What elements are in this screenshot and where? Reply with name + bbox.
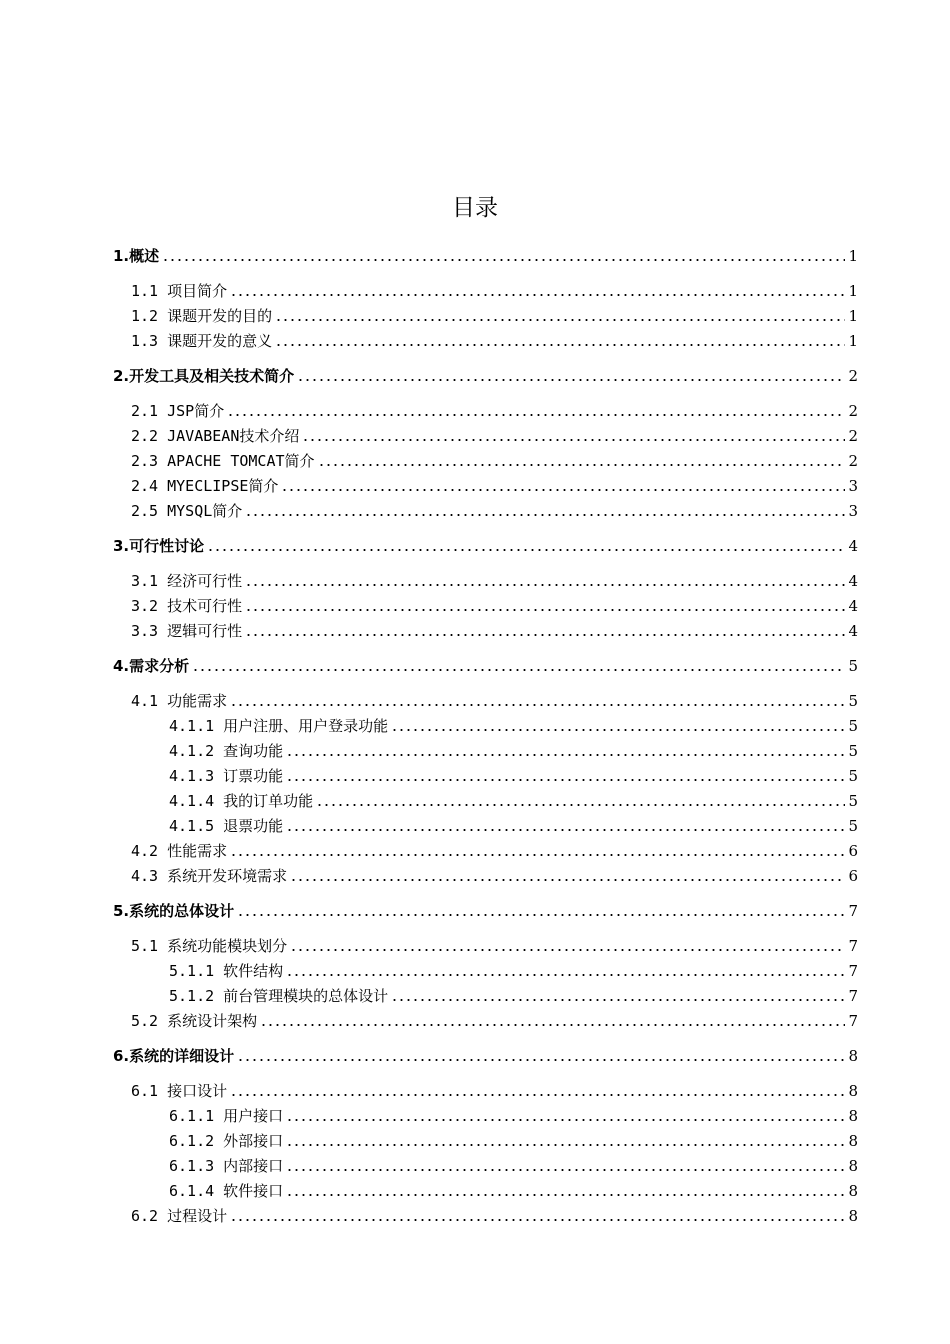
- toc-entry-line: [131, 688, 858, 713]
- toc-entry-level-2[interactable]: [0, 593, 950, 618]
- toc-entry-level-2[interactable]: [0, 933, 950, 958]
- dot-leader: [286, 829, 845, 831]
- toc-entry-line: [169, 958, 858, 983]
- dot-leader: [290, 949, 845, 951]
- toc-entry-line: [131, 1008, 858, 1033]
- dot-leader: [192, 669, 845, 671]
- toc-page-number: 7: [848, 1011, 858, 1030]
- toc-page-number: 2: [848, 366, 858, 385]
- dot-leader: [230, 1219, 845, 1221]
- toc-entry-level-3[interactable]: [0, 958, 950, 983]
- dot-leader: [237, 914, 845, 916]
- dot-leader: [297, 379, 845, 381]
- toc-entry-label: 3.1 经济可行性: [131, 572, 243, 590]
- toc-entry-level-3[interactable]: [0, 1178, 950, 1203]
- toc-page-number: 4: [848, 571, 858, 590]
- toc-entry-line: [113, 533, 858, 558]
- toc-entry-level-1[interactable]: [0, 898, 950, 923]
- toc-page-number: 1: [848, 306, 858, 325]
- toc-entry-label: 4.1.1 用户注册、用户登录功能: [169, 717, 389, 735]
- toc-entry-level-2[interactable]: [0, 278, 950, 303]
- toc-entry-line: [131, 398, 858, 423]
- toc-page-number: 8: [848, 1206, 858, 1225]
- toc-entry-level-2[interactable]: [0, 688, 950, 713]
- toc-entry-label: 5.1.2 前台管理模块的总体设计: [169, 987, 389, 1005]
- toc-page-number: 1: [848, 246, 858, 265]
- toc-entry-line: [131, 1078, 858, 1103]
- toc-entry-line: [169, 1178, 858, 1203]
- dot-leader: [316, 804, 845, 806]
- toc-page-number: 2: [848, 426, 858, 445]
- toc-page-number: 1: [848, 331, 858, 350]
- toc-entry-label: 6.1.1 用户接口: [169, 1107, 284, 1125]
- toc-entry-line: [131, 568, 858, 593]
- toc-page-number: 2: [848, 451, 858, 470]
- toc-entry-label: 4.2 性能需求: [131, 842, 228, 860]
- toc-entry-label: 4.1.4 我的订单功能: [169, 792, 314, 810]
- toc-entry-line: [131, 838, 858, 863]
- toc-page-number: 6: [848, 866, 858, 885]
- toc-entry-label: 4.1.5 退票功能: [169, 817, 284, 835]
- toc-entry-line: [113, 363, 858, 388]
- toc-entry-line: [131, 933, 858, 958]
- toc-entry-label: 4.1.3 订票功能: [169, 767, 284, 785]
- dot-leader: [230, 854, 845, 856]
- toc-page-number: 8: [848, 1046, 858, 1065]
- toc-entry-level-3[interactable]: [0, 1153, 950, 1178]
- toc-entry-label: 6.系统的详细设计: [113, 1047, 235, 1065]
- toc-entry-level-2[interactable]: [0, 448, 950, 473]
- toc-entry-label: 4.需求分析: [113, 657, 190, 675]
- toc-entry-label: 4.3 系统开发环境需求: [131, 867, 288, 885]
- dot-leader: [245, 609, 845, 611]
- toc-entry-label: 4.1.2 查询功能: [169, 742, 284, 760]
- toc-entry-label: 6.1.3 内部接口: [169, 1157, 284, 1175]
- toc-entry-label: 2.2 JAVABEAN技术介绍: [131, 427, 300, 445]
- toc-entry-level-2[interactable]: [0, 568, 950, 593]
- toc-page-number: 4: [848, 536, 858, 555]
- dot-leader: [245, 514, 845, 516]
- toc-entry-label: 5.系统的总体设计: [113, 902, 235, 920]
- dot-leader: [245, 634, 845, 636]
- toc-entry-level-1[interactable]: [0, 363, 950, 388]
- toc-entry-line: [131, 473, 858, 498]
- toc-entry-label: 3.可行性讨论: [113, 537, 205, 555]
- toc-entry-level-3[interactable]: [0, 738, 950, 763]
- toc-entry-level-3[interactable]: [0, 713, 950, 738]
- toc-entry-level-3[interactable]: [0, 1128, 950, 1153]
- toc-entry-label: 6.1.4 软件接口: [169, 1182, 284, 1200]
- toc-entry-line: [169, 788, 858, 813]
- toc-entry-label: 2.4 MYECLIPSE简介: [131, 477, 279, 495]
- toc-entry-line: [131, 863, 858, 888]
- toc-entry-label: 5.1 系统功能模块划分: [131, 937, 288, 955]
- toc-entry-label: 2.1 JSP简介: [131, 402, 225, 420]
- toc-entry-line: [169, 1128, 858, 1153]
- toc-entry-level-1[interactable]: [0, 243, 950, 268]
- toc-entry-line: [169, 713, 858, 738]
- toc-entry-line: [169, 813, 858, 838]
- toc-entry-level-2[interactable]: [0, 1078, 950, 1103]
- dot-leader: [230, 294, 845, 296]
- toc-page-number: 5: [848, 766, 858, 785]
- dot-leader: [260, 1024, 845, 1026]
- toc-entry-label: 2.5 MYSQL简介: [131, 502, 243, 520]
- toc-page-number: 7: [848, 986, 858, 1005]
- dot-leader: [302, 439, 845, 441]
- dot-leader: [286, 1194, 845, 1196]
- dot-leader: [290, 879, 845, 881]
- toc-entry-line: [131, 328, 858, 353]
- toc-page-number: 7: [848, 936, 858, 955]
- toc-entry-level-3[interactable]: [0, 788, 950, 813]
- toc-page-number: 8: [848, 1156, 858, 1175]
- dot-leader: [230, 704, 845, 706]
- toc-entry-level-2[interactable]: [0, 423, 950, 448]
- dot-leader: [230, 1094, 845, 1096]
- dot-leader: [162, 259, 845, 261]
- toc-entry-line: [131, 303, 858, 328]
- toc-entry-label: 6.1 接口设计: [131, 1082, 228, 1100]
- toc-entry-line: [131, 1203, 858, 1228]
- dot-leader: [286, 754, 845, 756]
- toc-entry-line: [131, 448, 858, 473]
- page-title: 目录: [452, 195, 498, 221]
- toc-page-number: 8: [848, 1131, 858, 1150]
- dot-leader: [275, 344, 845, 346]
- toc-entry-label: 6.1.2 外部接口: [169, 1132, 284, 1150]
- toc-entry-line: [113, 898, 858, 923]
- toc-entry-label: 5.2 系统设计架构: [131, 1012, 258, 1030]
- toc-page-number: 1: [848, 281, 858, 300]
- toc-page-number: 5: [848, 656, 858, 675]
- toc-entry-label: 2.开发工具及相关技术简介: [113, 367, 295, 385]
- toc-entry-level-2[interactable]: [0, 473, 950, 498]
- toc-entry-label: 6.2 过程设计: [131, 1207, 228, 1225]
- toc-entry-level-2[interactable]: [0, 618, 950, 643]
- dot-leader: [391, 729, 845, 731]
- toc-entry-level-2[interactable]: [0, 863, 950, 888]
- toc-entry-label: 4.1 功能需求: [131, 692, 228, 710]
- toc-page-number: 5: [848, 791, 858, 810]
- toc-entry-line: [131, 278, 858, 303]
- dot-leader: [286, 779, 845, 781]
- toc-entry-level-2[interactable]: [0, 838, 950, 863]
- dot-leader: [318, 464, 846, 466]
- toc-entry-level-2[interactable]: [0, 328, 950, 353]
- toc-page-number: 2: [848, 401, 858, 420]
- table-of-contents: [0, 243, 950, 1228]
- toc-entry-line: [169, 763, 858, 788]
- dot-leader: [286, 974, 845, 976]
- toc-entry-line: [131, 593, 858, 618]
- toc-entry-level-3[interactable]: [0, 763, 950, 788]
- toc-entry-level-3[interactable]: [0, 983, 950, 1008]
- toc-page-number: 8: [848, 1181, 858, 1200]
- dot-leader: [281, 489, 845, 491]
- toc-page-number: 8: [848, 1106, 858, 1125]
- toc-entry-level-1[interactable]: [0, 653, 950, 678]
- dot-leader: [207, 549, 845, 551]
- dot-leader: [275, 319, 845, 321]
- dot-leader: [227, 414, 845, 416]
- toc-entry-level-1[interactable]: [0, 533, 950, 558]
- toc-entry-line: [113, 1043, 858, 1068]
- toc-page-number: 3: [848, 501, 858, 520]
- toc-entry-label: 1.概述: [113, 247, 160, 265]
- toc-entry-label: 1.2 课题开发的目的: [131, 307, 273, 325]
- dot-leader: [286, 1119, 845, 1121]
- dot-leader: [237, 1059, 845, 1061]
- toc-entry-label: 3.3 逻辑可行性: [131, 622, 243, 640]
- toc-entry-level-3[interactable]: [0, 1103, 950, 1128]
- toc-entry-level-2[interactable]: [0, 1008, 950, 1033]
- toc-page-number: 8: [848, 1081, 858, 1100]
- dot-leader: [286, 1169, 845, 1171]
- toc-entry-line: [169, 1153, 858, 1178]
- toc-entry-line: [113, 243, 858, 268]
- toc-page-number: 5: [848, 716, 858, 735]
- toc-entry-level-2[interactable]: [0, 498, 950, 523]
- toc-page-number: 7: [848, 901, 858, 920]
- toc-entry-level-2[interactable]: [0, 1203, 950, 1228]
- toc-entry-level-2[interactable]: [0, 303, 950, 328]
- toc-page-number: 7: [848, 961, 858, 980]
- toc-page-number: 4: [848, 621, 858, 640]
- toc-page-number: 3: [848, 476, 858, 495]
- toc-entry-line: [169, 738, 858, 763]
- toc-entry-label: 3.2 技术可行性: [131, 597, 243, 615]
- dot-leader: [245, 584, 845, 586]
- toc-entry-label: 5.1.1 软件结构: [169, 962, 284, 980]
- toc-entry-level-3[interactable]: [0, 813, 950, 838]
- dot-leader: [391, 999, 845, 1001]
- dot-leader: [286, 1144, 845, 1146]
- toc-entry-line: [113, 653, 858, 678]
- toc-entry-label: 1.3 课题开发的意义: [131, 332, 273, 350]
- toc-page-number: 4: [848, 596, 858, 615]
- toc-entry-line: [169, 983, 858, 1008]
- toc-page-number: 6: [848, 841, 858, 860]
- toc-entry-line: [131, 423, 858, 448]
- toc-page-number: 5: [848, 691, 858, 710]
- toc-entry-line: [131, 618, 858, 643]
- toc-page-number: 5: [848, 741, 858, 760]
- toc-entry-level-2[interactable]: [0, 398, 950, 423]
- toc-page-number: 5: [848, 816, 858, 835]
- toc-entry-line: [169, 1103, 858, 1128]
- toc-entry-level-1[interactable]: [0, 1043, 950, 1068]
- toc-entry-label: 1.1 项目简介: [131, 282, 228, 300]
- toc-entry-label: 2.3 APACHE TOMCAT简介: [131, 452, 315, 470]
- toc-entry-line: [131, 498, 858, 523]
